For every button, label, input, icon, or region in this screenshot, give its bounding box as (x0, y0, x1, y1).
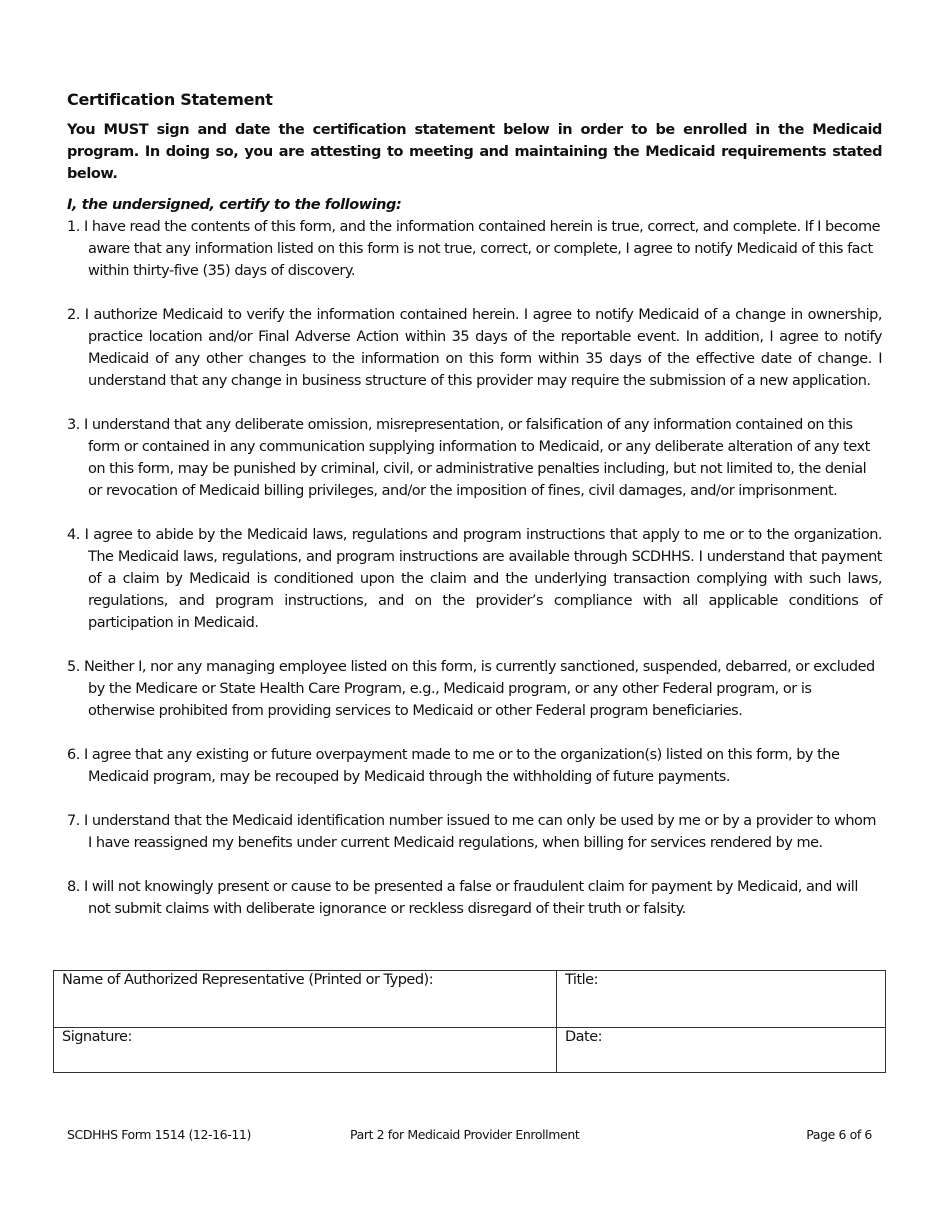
signature-field[interactable] (54, 1028, 557, 1073)
form-id: SCDHHS Form 1514 (12-16-11) (67, 1127, 251, 1142)
signature-label: Signature: (62, 1029, 132, 1045)
title-field[interactable] (557, 971, 886, 1028)
name-label: Name of Authorized Representative (Printed or Typed): (62, 972, 434, 988)
list-item: 1. I have read the contents of this form, and the information contained herein is true, correct, and complete. If I become aware that any information listed on this form is not true, correct, or complete, I agree to notify Medicaid of this fact within thirty-five (35) days of discovery. (67, 219, 881, 279)
list-item: 2. I authorize Medicaid to verify the information contained herein. I agree to notify Medicaid of a change in ownership, practice location and/or Final Adverse Action within 35 days of the reportable event. In addition, I agree to notify Medicaid of any other changes to the information on this form within 35 days of the effective date of change. I understand that any change in business structure of this provider may require the submission of a new application. (67, 307, 882, 389)
list-item: 7. I understand that the Medicaid identification number issued to me can only be used by me or by a provider to whom I have reassigned my benefits under current Medicaid regulations, when billing for services rendered by me. (67, 813, 877, 851)
list-item: 4. I agree to abide by the Medicaid laws, regulations and program instructions that apply to me or to the organization. The Medicaid laws, regulations, and program instructions are available through SCDHHS. I understand that payment of a claim by Medicaid is conditioned upon the claim and the underlying transaction complying with such laws, regulations, and program instructions, and on the provider’s compliance with all applicable conditions of participation in Medicaid. (67, 527, 882, 631)
footer-center: Part 2 for Medicaid Provider Enrollment (350, 1127, 580, 1142)
section-heading: Certification Statement (67, 90, 273, 109)
list-item: 3. I understand that any deliberate omission, misrepresentation, or falsification of any information contained on this form or contained in any communication supplying information to Medicaid, or any deliberate alteration of any text on this form, may be punished by criminal, civil, or administrative penalties including, but not limited to, the denial or revocation of Medicaid billing privileges, and/or the imposition of fines, civil damages, and/or imprisonment. (67, 417, 870, 499)
certification-section (67, 90, 882, 942)
date-label: Date: (565, 1029, 603, 1045)
certify-lead: I, the undersigned, certify to the following: (67, 197, 402, 213)
list-item: 5. Neither I, nor any managing employee listed on this form, is currently sanctioned, suspended, debarred, or excluded by the Medicare or State Health Care Program, e.g., Medicaid program, or any other Federal program, or is otherwise prohibited from providing services to Medicaid or other Federal program beneficiaries. (67, 659, 875, 719)
list-item: 8. I will not knowingly present or cause to be presented a false or fraudulent claim for payment by Medicaid, and will not submit claims with deliberate ignorance or reckless disregard of their truth or falsity. (67, 879, 858, 917)
list-item: 6. I agree that any existing or future overpayment made to me or to the organization(s) listed on this form, by the Medicaid program, may be recouped by Medicaid through the withholding of future payments. (67, 747, 840, 785)
page-number: Page 6 of 6 (806, 1127, 872, 1142)
title-label: Title: (565, 972, 598, 988)
date-field[interactable] (557, 1028, 886, 1073)
name-field[interactable] (54, 971, 557, 1028)
intro-text: You MUST sign and date the certification statement below in order to be enrolled in the Medicaid program. In doing so, you are attesting to meeting and maintaining the Medicaid requirements stated below. (67, 122, 882, 182)
certification-list (67, 216, 882, 920)
signature-table (53, 970, 886, 1073)
